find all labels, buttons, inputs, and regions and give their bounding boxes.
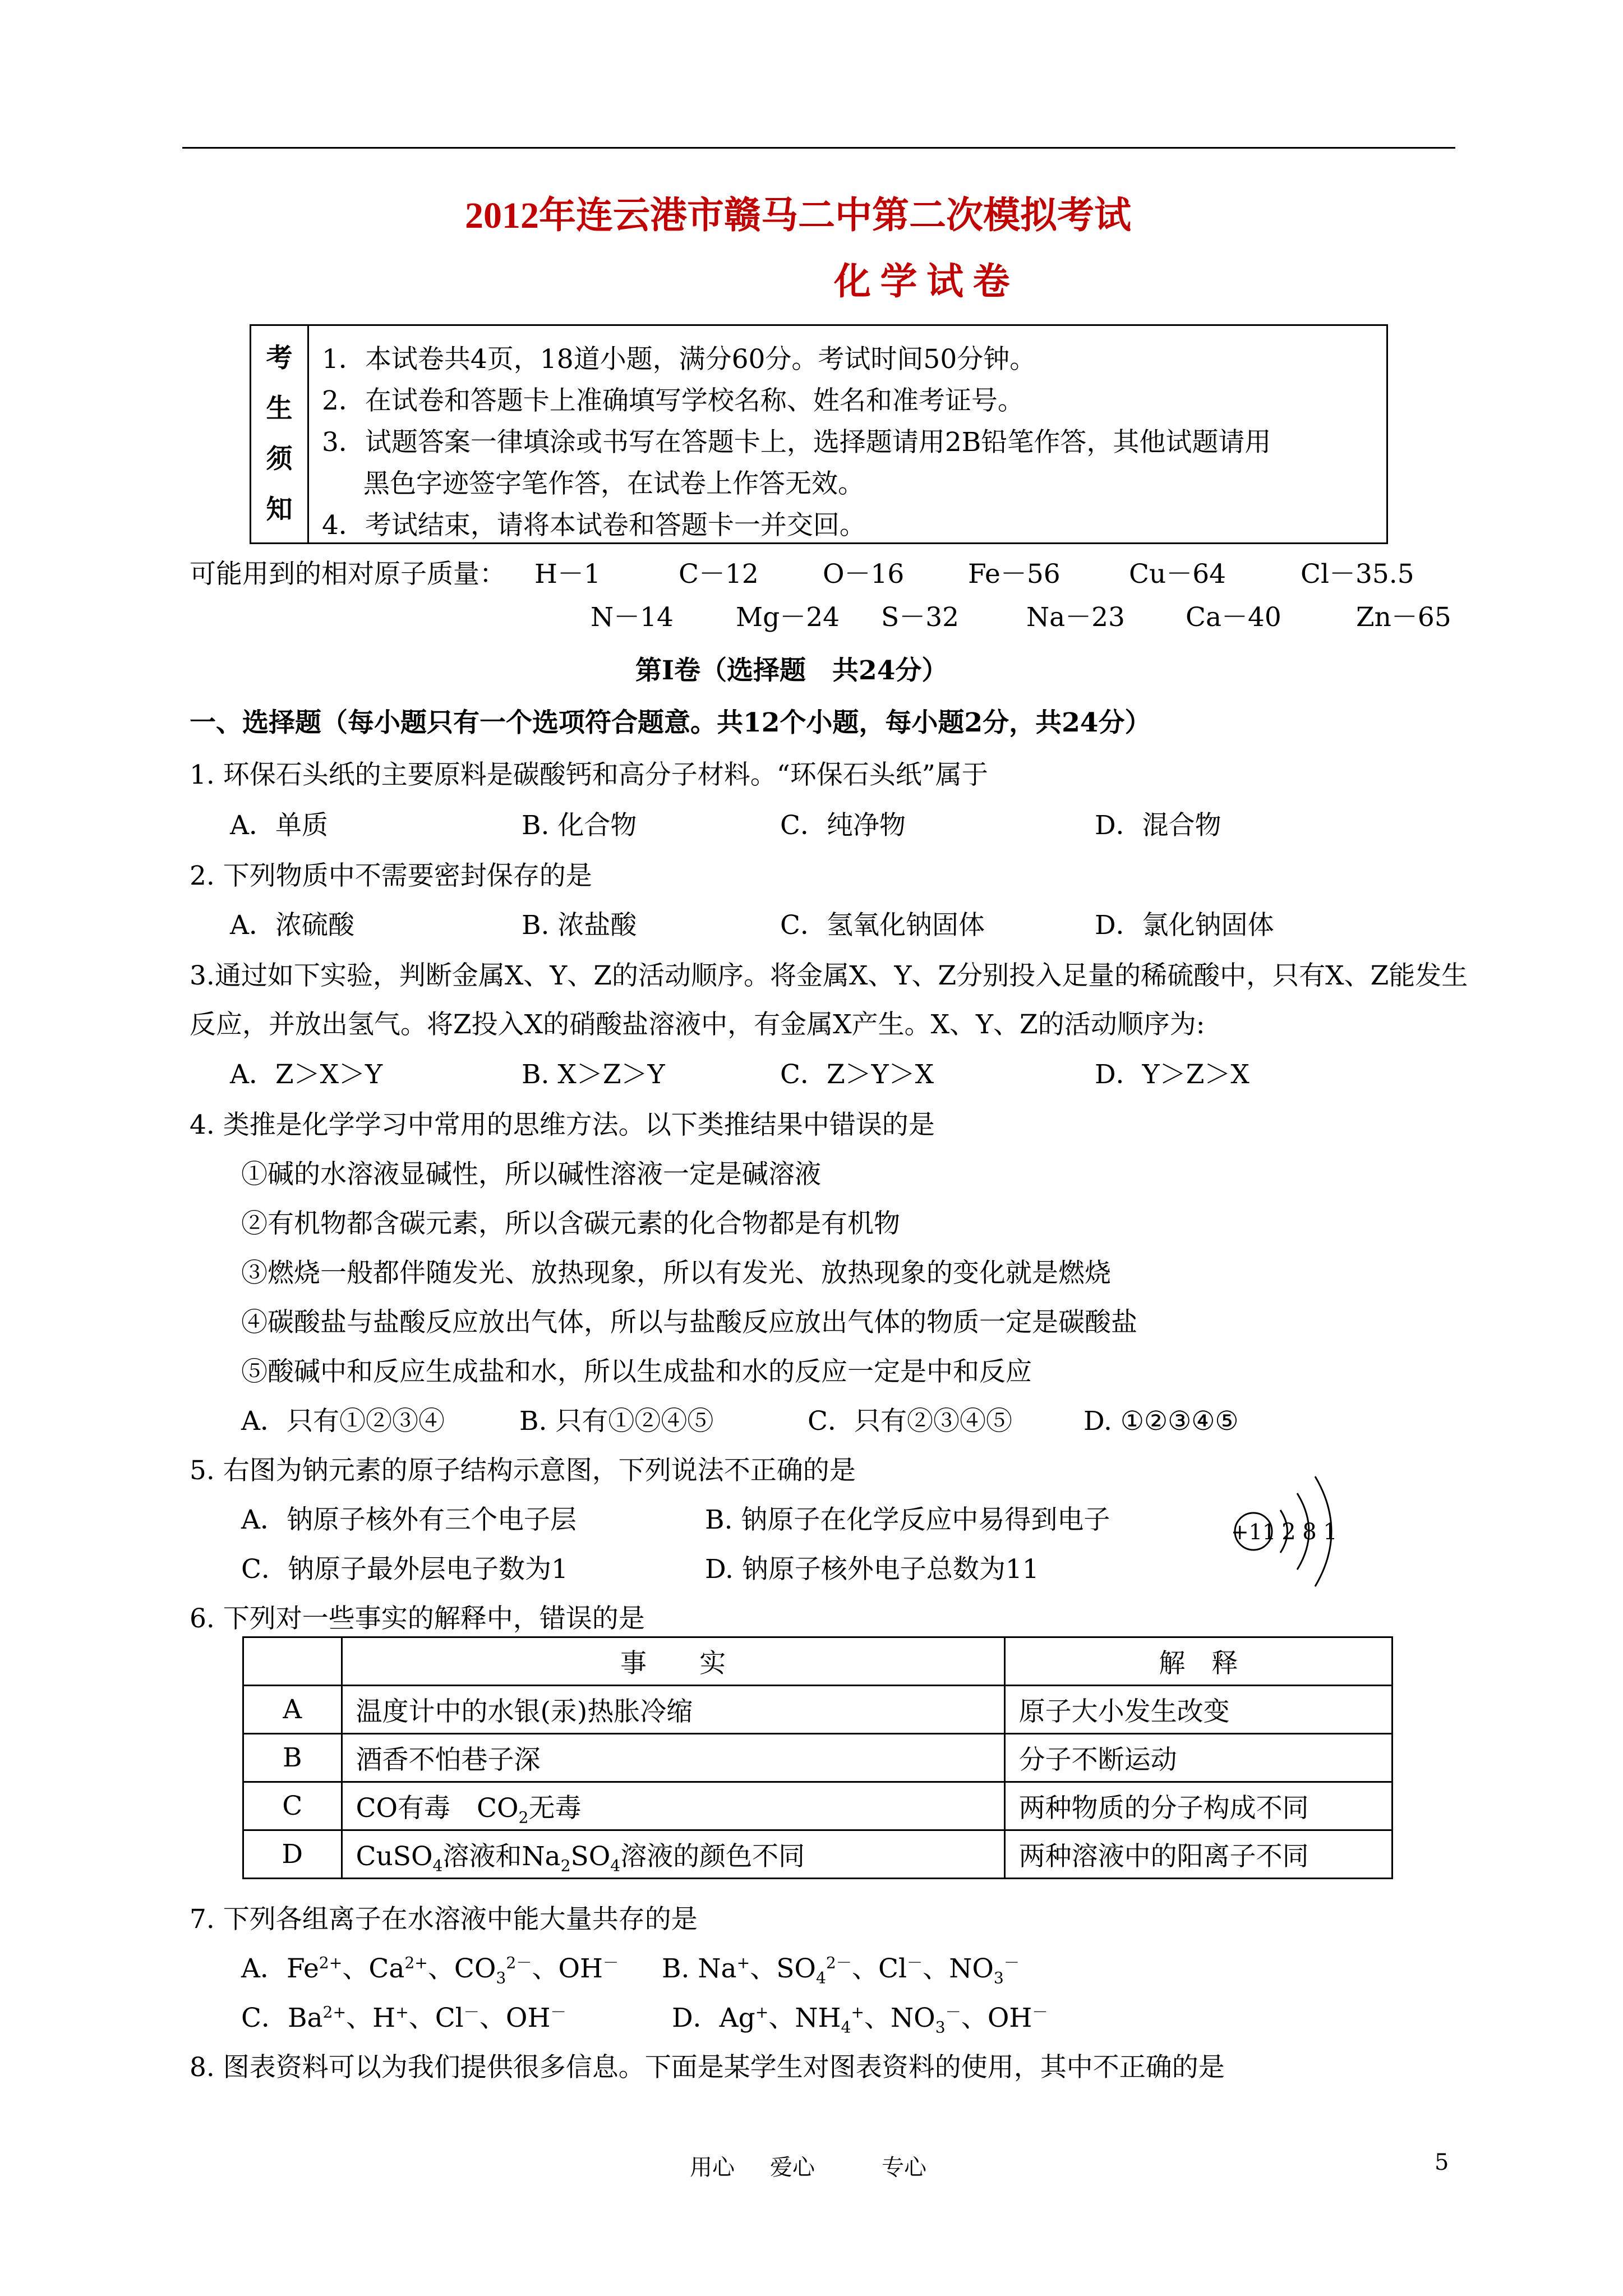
notice-side-char: 须: [266, 444, 293, 475]
question-3-stem: 3.通过如下实验，判断金属X、Y、Z的活动顺序。将金属X、Y、Z分别投入足量的稀硫酸中，只有X、Z能发生: [190, 960, 1468, 991]
table-row: [243, 1734, 1393, 1782]
question-3-option: A．Z＞X＞Y: [230, 1059, 383, 1090]
question-3-option: B. X＞Z＞Y: [522, 1059, 665, 1090]
question-6-stem: 6. 下列对一些事实的解释中，错误的是: [190, 1603, 645, 1634]
row-fact: 酒香不怕巷子深: [342, 1734, 1004, 1782]
atomic-mass: Cl－35.5: [1301, 559, 1414, 590]
notice-side-char: 考: [266, 343, 293, 374]
question-4-option: B. 只有①②④⑤: [519, 1406, 714, 1437]
exam-notice-box: [250, 324, 1388, 544]
row-key: A: [243, 1686, 342, 1734]
atomic-mass: S－32: [881, 602, 960, 633]
atomic-mass: O－16: [823, 559, 905, 590]
question-1-option: D．混合物: [1095, 810, 1221, 841]
question-4-statement: ②有机物都含碳元素，所以含碳元素的化合物都是有机物: [241, 1208, 900, 1239]
table-header-explain: 解 释: [1004, 1637, 1392, 1686]
question-7-stem: 7. 下列各组离子在水溶液中能大量共存的是: [190, 1904, 698, 1935]
row-key: B: [243, 1734, 342, 1782]
question-7-option: B. Na+、$SO_4^{2-}$、Cl－、$NO_3^-$: [662, 1953, 1020, 1987]
row-explain: 两种溶液中的阳离子不同: [1004, 1830, 1392, 1879]
question-4-option: C．只有②③④⑤: [808, 1406, 1012, 1437]
page-title: 2012年连云港市赣马二中第二次模拟考试: [465, 195, 1131, 236]
table-cell: [243, 1637, 342, 1686]
question-3-stem: 反应，并放出氢气。将Z投入X的硝酸盐溶液中，有金属X产生。X、Y、Z的活动顺序为:: [190, 1009, 1205, 1040]
fact-text: CO有毒 CO: [356, 1793, 519, 1824]
volume-title: 第Ⅰ卷（选择题 共24分）: [635, 655, 948, 686]
question-2-option: B. 浓盐酸: [522, 910, 637, 941]
subscript: 2: [518, 1808, 529, 1827]
question-5-stem: 5. 右图为钠元素的原子结构示意图，下列说法不正确的是: [190, 1455, 856, 1486]
atomic-mass: Fe－56: [968, 559, 1061, 590]
question-1-option: A．单质: [230, 810, 328, 841]
header-rule: [182, 147, 1455, 149]
question-4-option: D. ①②③④⑤: [1083, 1406, 1239, 1437]
question-4-statement: ④碳酸盐与盐酸反应放出气体，所以与盐酸反应放出气体的物质一定是碳酸盐: [241, 1307, 1137, 1338]
sodium-atom-diagram: [1231, 1470, 1357, 1593]
electron-count: 2: [1281, 1519, 1296, 1545]
atomic-mass-label: 可能用到的相对原子质量：: [190, 559, 506, 590]
atomic-mass: Zn－65: [1356, 602, 1451, 633]
notice-item: 2．在试卷和答题卡上准确填写学校名称、姓名和准考证号。: [322, 385, 1024, 416]
question-5-option: B. 钠原子在化学反应中易得到电子: [705, 1504, 1110, 1535]
table-row: [243, 1686, 1393, 1734]
question-5-option: C．钠原子最外层电子数为1: [241, 1554, 568, 1585]
question-4-statement: ③燃烧一般都伴随发光、放热现象，所以有发光、放热现象的变化就是燃烧: [241, 1258, 1111, 1289]
electron-count: 8: [1302, 1519, 1317, 1545]
atomic-mass: N－14: [591, 602, 674, 633]
question-4-statement: ⑤酸碱中和反应生成盐和水，所以生成盐和水的反应一定是中和反应: [241, 1356, 1032, 1387]
atomic-mass: Cu－64: [1129, 559, 1227, 590]
atomic-mass: C－12: [679, 559, 759, 590]
question-1-option: B. 化合物: [522, 810, 637, 841]
notice-item: 1．本试卷共4页，18道小题，满分60分。考试时间50分钟。: [322, 344, 1036, 375]
page-number: 5: [1435, 2150, 1449, 2175]
question-7-option: D．Ag+、$NH_4^+$、$NO_3^-$、OH－: [672, 2003, 1048, 2037]
row-explain: 分子不断运动: [1004, 1734, 1392, 1782]
row-explain: 原子大小发生改变: [1004, 1686, 1392, 1734]
notice-side-label: [251, 326, 309, 542]
question-1-stem: 1. 环保石头纸的主要原料是碳酸钙和高分子材料。“环保石头纸”属于: [190, 760, 988, 790]
question-5-option: A．钠原子核外有三个电子层: [241, 1504, 577, 1535]
question-3-option: D．Y＞Z＞X: [1095, 1059, 1249, 1090]
page-subtitle: 化 学 试 卷: [834, 261, 1010, 302]
table-row: [243, 1830, 1393, 1879]
row-fact: CuSO$_4$溶液和$Na_2SO_4$溶液的颜色不同: [342, 1830, 1004, 1879]
question-4-option: A．只有①②③④: [241, 1406, 445, 1437]
question-8-stem: 8. 图表资料可以为我们提供很多信息。下面是某学生对图表资料的使用，其中不正确的是: [190, 2052, 1225, 2083]
notice-side-char: 生: [266, 393, 293, 424]
atomic-mass: Ca－40: [1186, 602, 1281, 633]
part-title: 一、选择题（每小题只有一个选项符合题意。共12个小题，每小题2分，共24分）: [190, 707, 1151, 738]
question-7-option: A．$Fe^{2+}$、$Ca^{2+}$、$CO_3^{2-}$、OH－: [241, 1953, 619, 1987]
question-5-option: D. 钠原子核外电子总数为11: [705, 1554, 1039, 1585]
table-header-fact: 事 实: [342, 1637, 1004, 1686]
fact-text: 无毒: [528, 1793, 582, 1824]
atomic-mass: Mg－24: [736, 602, 840, 633]
row-fact: 温度计中的水银(汞)热胀冷缩: [342, 1686, 1004, 1734]
row-fact: [342, 1782, 1004, 1830]
notice-item: 黑色字迹签字笔作答，在试卷上作答无效。: [363, 468, 864, 499]
atomic-mass: H－1: [534, 559, 601, 590]
atomic-mass: Na－23: [1026, 602, 1125, 633]
notice-item: 3．试题答案一律填涂或书写在答题卡上，选择题请用2B铅笔作答，其他试题请用: [322, 427, 1271, 458]
question-2-option: A．浓硫酸: [230, 910, 354, 941]
footer-word: 爱心: [770, 2155, 815, 2180]
row-key: C: [243, 1782, 342, 1830]
facts-table: [242, 1636, 1393, 1879]
notice-side-char: 知: [266, 494, 293, 525]
table-header-row: [243, 1637, 1393, 1686]
question-2-stem: 2. 下列物质中不需要密封保存的是: [190, 861, 592, 891]
question-3-option: C．Z＞Y＞X: [780, 1059, 934, 1090]
row-key: D: [243, 1830, 342, 1879]
footer-word: 用心: [690, 2155, 735, 2180]
notice-item: 4．考试结束，请将本试卷和答题卡一并交回。: [322, 510, 866, 541]
question-1-option: C．纯净物: [780, 810, 906, 841]
table-row: [243, 1782, 1393, 1830]
question-4-stem: 4. 类推是化学学习中常用的思维方法。以下类推结果中错误的是: [190, 1110, 935, 1140]
question-4-statement: ①碱的水溶液显碱性，所以碱性溶液一定是碱溶液: [241, 1159, 821, 1190]
row-explain: 两种物质的分子构成不同: [1004, 1782, 1392, 1830]
question-2-option: D．氯化钠固体: [1095, 910, 1274, 941]
footer-word: 专心: [882, 2155, 926, 2180]
question-7-option: C．$Ba^{2+}$、H+、Cl－、OH－: [241, 2003, 566, 2033]
nucleus-charge: +11: [1231, 1520, 1276, 1544]
question-2-option: C．氢氧化钠固体: [780, 910, 985, 941]
electron-count: 1: [1323, 1519, 1338, 1545]
